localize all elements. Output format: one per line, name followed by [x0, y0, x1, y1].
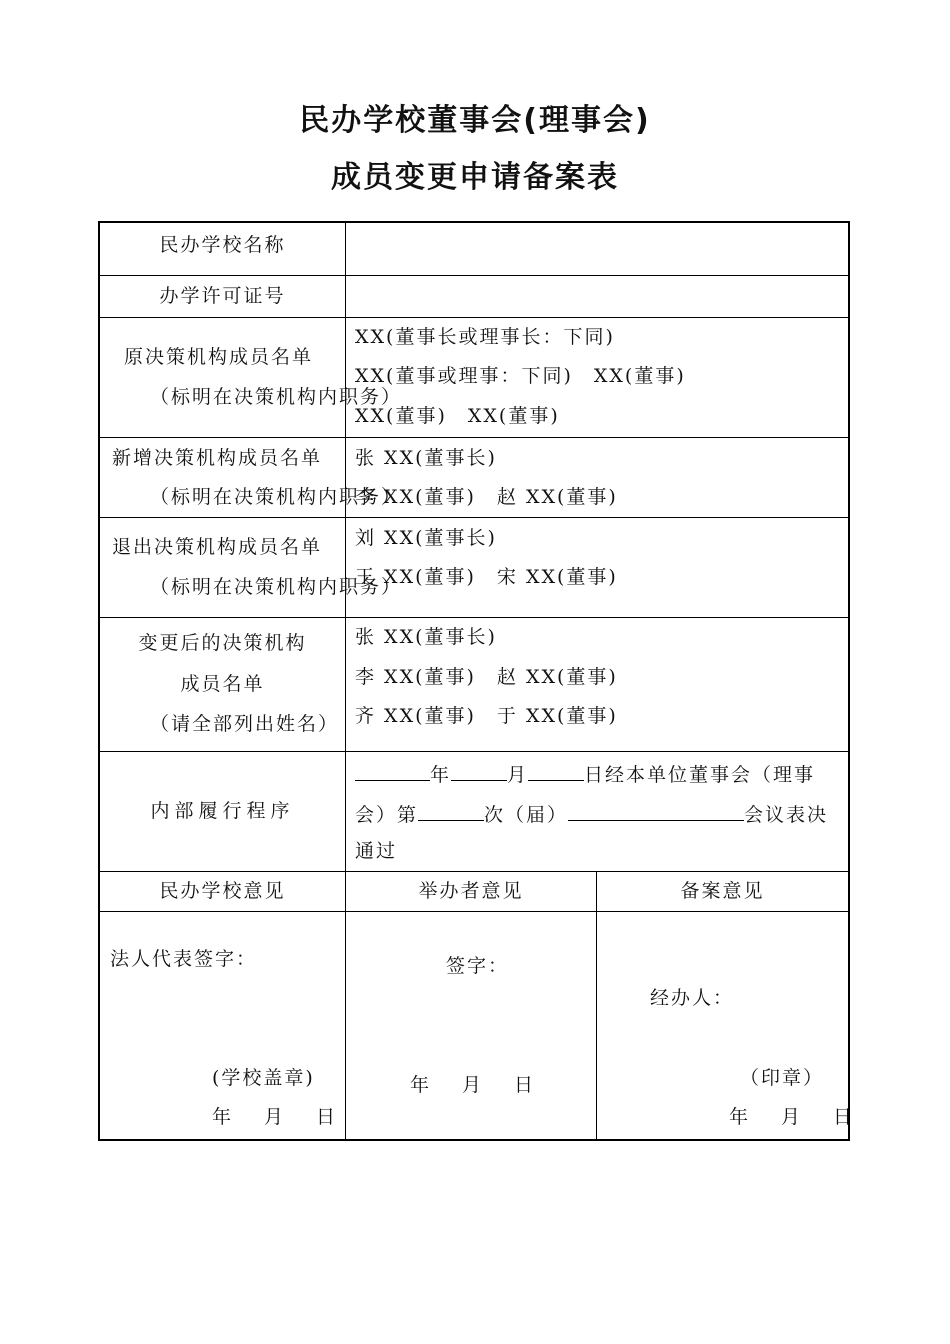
filing-opinion-header: 备案意见 [680, 880, 765, 902]
organizer-sign-label: 签字： [446, 955, 510, 977]
year-blank[interactable] [355, 762, 430, 781]
page-title: 民办学校董事会(理事会) [299, 103, 651, 138]
year-text: 年 [430, 764, 452, 786]
original-member-line: XX(董事) XX(董事) [355, 405, 560, 427]
row-divider [100, 517, 848, 518]
removed-members-note: （标明在决策机构内职务） [150, 576, 403, 598]
original-members-note: （标明在决策机构内职务） [150, 386, 403, 408]
after-members-label-2: 成员名单 [180, 673, 265, 695]
legal-rep-sign-label: 法人代表签字： [110, 948, 258, 970]
license-label: 办学许可证号 [159, 285, 286, 307]
handler-label: 经办人： [650, 987, 735, 1009]
procedure-label: 内部履行程序 [150, 800, 295, 822]
row-divider [100, 317, 848, 318]
procedure-text: 会）第 [355, 804, 419, 826]
added-members-label: 新增决策机构成员名单 [112, 447, 323, 469]
school-date: 年 月 日 [212, 1106, 343, 1128]
removed-member-line: 刘 XX(董事长) [355, 527, 497, 549]
procedure-line-1 [355, 762, 815, 785]
row-divider [100, 751, 848, 752]
procedure-text: 会议表决 [744, 804, 829, 826]
after-member-line: 张 XX(董事长) [355, 626, 497, 648]
organizer-opinion-header: 举办者意见 [418, 880, 524, 902]
organizer-date: 年 月 日 [410, 1074, 541, 1096]
day-blank[interactable] [528, 762, 584, 781]
month-text: 月 [507, 764, 529, 786]
row-divider [100, 437, 848, 438]
month-blank[interactable] [451, 762, 507, 781]
filing-seal-label: （印章） [740, 1067, 825, 1089]
procedure-text: 次（届） [484, 804, 569, 826]
column-divider [596, 871, 597, 1139]
license-field[interactable] [346, 277, 846, 316]
added-member-line: 张 XX(董事长) [355, 447, 497, 469]
procedure-text: 日经本单位董事会（理事 [584, 764, 816, 786]
after-member-line: 李 XX(董事) 赵 XX(董事) [355, 666, 618, 688]
removed-members-label: 退出决策机构成员名单 [112, 536, 323, 558]
session-blank[interactable] [418, 802, 484, 821]
school-name-label: 民办学校名称 [159, 234, 286, 256]
row-divider [100, 871, 848, 872]
school-name-field[interactable] [346, 226, 846, 274]
after-member-line: 齐 XX(董事) 于 XX(董事) [355, 705, 618, 727]
column-divider [345, 223, 346, 1139]
original-members-label: 原决策机构成员名单 [124, 346, 314, 368]
meeting-blank[interactable] [568, 802, 744, 821]
after-members-label: 变更后的决策机构 [138, 632, 307, 654]
after-members-note: （请全部列出姓名） [150, 713, 340, 735]
original-member-line: XX(董事或理事：下同) XX(董事) [355, 365, 686, 387]
procedure-line-2 [355, 802, 828, 825]
original-member-line: XX(董事长或理事长：下同) [355, 326, 615, 348]
added-members-note: （标明在决策机构内职务） [150, 486, 403, 508]
page-subtitle: 成员变更申请备案表 [331, 160, 619, 195]
school-opinion-header: 民办学校意见 [159, 880, 286, 902]
row-divider [100, 617, 848, 618]
row-divider [100, 911, 848, 912]
added-member-line: 李 XX(董事) 赵 XX(董事) [355, 486, 618, 508]
procedure-line-3: 通过 [355, 840, 398, 862]
filing-date: 年 月 日 [729, 1106, 860, 1128]
row-divider [100, 275, 848, 276]
school-seal-label: (学校盖章) [212, 1067, 315, 1089]
removed-member-line: 王 XX(董事) 宋 XX(董事) [355, 566, 618, 588]
